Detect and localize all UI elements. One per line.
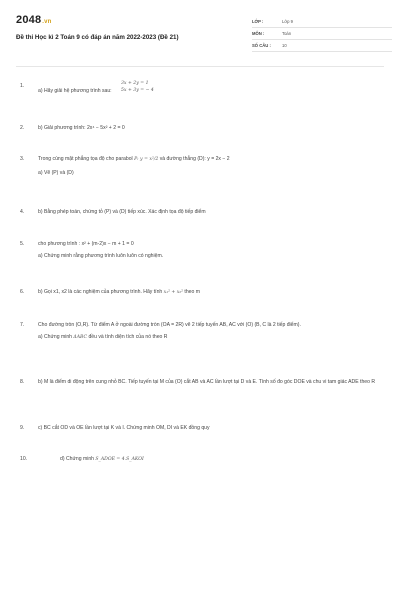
question-body — [38, 321, 382, 341]
meta-label: LỚP : — [252, 19, 264, 24]
text-span: a) Chứng minh — [38, 334, 74, 341]
meta-label: SỐ CÂU : — [252, 43, 271, 48]
meta-label: MÔN : — [252, 31, 265, 36]
text-span: theo m — [183, 289, 200, 295]
question-number: 6. — [20, 289, 25, 295]
logo-main: 2048 — [16, 14, 42, 26]
question-text: b) Bằng phép toán, chứng tỏ (P) và (D) tiếp xúc. Xác định tọa độ tiếp điểm — [38, 209, 206, 215]
question-body — [38, 240, 382, 260]
meta-row-count — [252, 40, 392, 52]
question-number: 10. — [20, 456, 28, 462]
site-logo[interactable] — [16, 14, 52, 26]
meta-table — [252, 16, 392, 52]
question-body — [38, 81, 382, 98]
question-number: 1. — [20, 83, 25, 89]
text-span: đều và tính diện tích của nó theo R — [87, 334, 168, 341]
question-body — [38, 155, 382, 177]
math-expression: x₁² + x₂² — [163, 290, 183, 295]
meta-value: Lớp 9 — [282, 19, 293, 24]
meta-value: 10 — [282, 43, 287, 48]
question-subtext — [38, 333, 382, 341]
meta-value: Toán — [282, 31, 292, 36]
question-subtext: a) Vẽ (P) và (D) — [38, 170, 74, 177]
question-text: b) M là điểm di động trên cung nhỏ BC. Tiếp tuyến tại M của (O) cắt AB và AC lần lượt tại D và E. Tính số đo góc DOE và chu vi tam giác ADE theo R — [38, 379, 376, 385]
question-text — [38, 288, 382, 296]
text-span: d) Chứng minh — [60, 456, 96, 462]
logo-sub: .vn — [42, 19, 52, 25]
question-number: 2. — [20, 125, 25, 131]
question-number: 8. — [20, 379, 25, 385]
question-subtext: a) Chứng minh rằng phương trình luôn luôn có nghiệm. — [38, 253, 164, 260]
text-span: b) Gọi x1, x2 là các nghiệm của phương trình. Hãy tính — [38, 289, 164, 295]
question-number: 4. — [20, 209, 25, 215]
question-text: cho phương trình : x² + (m-2)x − m + 1 = 0 — [38, 241, 134, 247]
question-number: 5. — [20, 241, 25, 247]
question-item — [20, 82, 382, 104]
math-expression: S_ADOE = 4.S_AKOI — [95, 457, 144, 462]
question-body — [38, 288, 382, 296]
document-title: Đề thi Học kì 2 Toán 9 có đáp án năm 2022-2023 (Đề 21) — [16, 34, 179, 41]
question-text: c) BC cắt OD và OE lần lượt tại K và I. Chứng minh OM, DI và EK đồng quy — [38, 425, 210, 431]
question-text — [60, 455, 382, 463]
meta-row-subject — [252, 28, 392, 40]
question-text: a) Hãy giải hệ phương trình sau: — [38, 88, 112, 95]
question-number: 7. — [20, 322, 25, 328]
page-header — [16, 14, 384, 58]
equation: 5x + 3y = − 4 — [121, 87, 154, 93]
question-body — [38, 378, 382, 386]
math-expression: P: y = x²/2 — [134, 157, 159, 162]
meta-row-class — [252, 16, 392, 28]
question-number: 3. — [20, 156, 25, 162]
text-span: Trong cùng mặt phẳng tọa độ cho parabol — [38, 156, 135, 162]
header-divider — [16, 66, 384, 67]
question-text — [38, 155, 382, 163]
equation-system — [119, 81, 154, 95]
question-text: Cho đường tròn (O,R). Từ điểm A ở ngoài đường tròn (OA = 2R) vẽ 2 tiếp tuyến AB, AC với (O) (B, C là 2 tiếp điểm). — [38, 322, 301, 328]
question-body — [38, 424, 382, 432]
question-text: b) Giải phương trình: 2x⁴ − 5x² + 2 = 0 — [38, 125, 125, 131]
question-body — [38, 124, 382, 132]
question-body — [60, 455, 382, 463]
equation: 3x + 2y = 1 — [121, 81, 149, 86]
question-body — [38, 208, 382, 216]
question-number: 9. — [20, 425, 25, 431]
math-expression: ΔABC — [73, 335, 88, 341]
text-span: và đường thẳng (D): y = 2x − 2 — [158, 156, 230, 162]
